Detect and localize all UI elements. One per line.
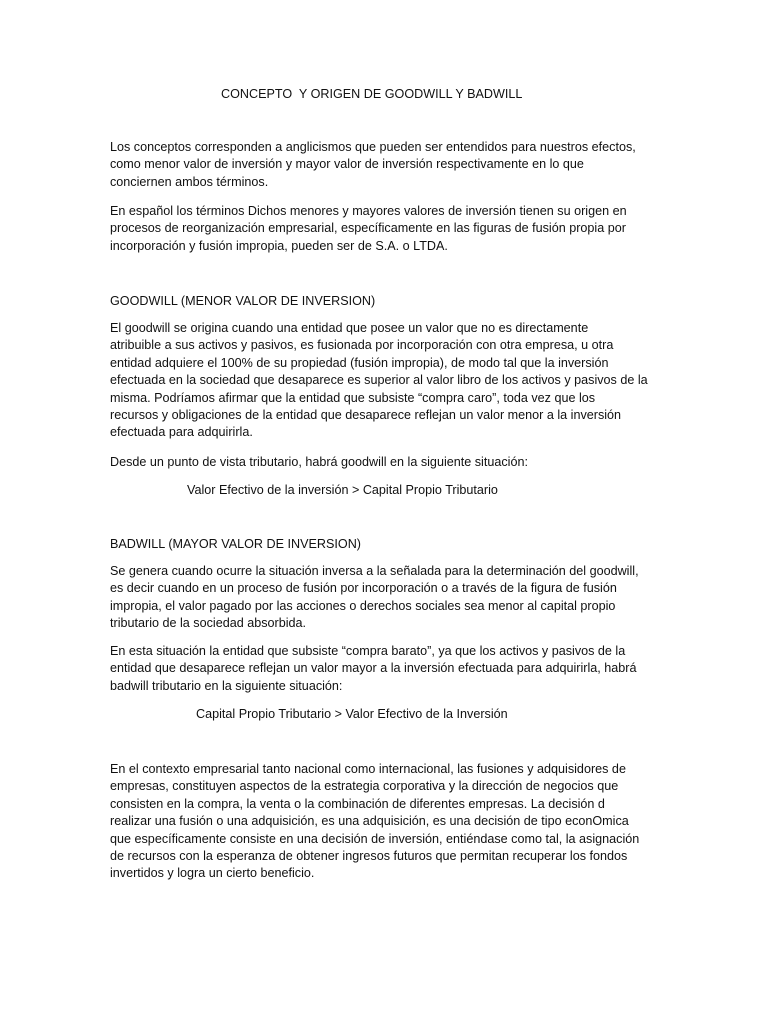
document-title: CONCEPTO Y ORIGEN DE GOODWILL Y BADWILL <box>221 87 523 101</box>
goodwill-paragraph-1: El goodwill se origina cuando una entidad que posee un valor que no es directamente atribuible a sus activos y pasivos, es fusionada por incorporación con otra empresa, u otra entidad adquiere el 100% de su propiedad (fusión impropia), de modo tal que la inversión efectuada en la sociedad que desaparece es superior al valor libro de los activos y pasivos de la misma. Podríamos afirmar que la entidad que subsiste “compra caro”, toda vez que los recursos y obligaciones de la entidad que desaparece reflejan un valor menor a la inversión efectuada para adquirirla. <box>110 321 648 440</box>
intro-paragraph-2: En español los términos Dichos menores y mayores valores de inversión tienen su origen en procesos de reorganización empresarial, específicamente en las figuras de fusión propia por incorporación y fusión impropia, pueden ser de S.A. o LTDA. <box>110 204 627 253</box>
badwill-paragraph-1: Se genera cuando ocurre la situación inversa a la señalada para la determinación del goodwill, es decir cuando en un proceso de fusión por incorporación o a través de la figura de fusión impropia, el valor pagado por las acciones o derechos sociales sea menor al capital propio tributario de la sociedad absorbida. <box>110 564 639 631</box>
goodwill-heading: GOODWILL (MENOR VALOR DE INVERSION) <box>110 294 376 308</box>
badwill-heading: BADWILL (MAYOR VALOR DE INVERSION) <box>110 537 361 551</box>
goodwill-formula: Valor Efectivo de la inversión > Capital Propio Tributario <box>187 483 498 497</box>
goodwill-paragraph-2: Desde un punto de vista tributario, habrá goodwill en la siguiente situación: <box>110 455 528 469</box>
intro-paragraph-1: Los conceptos corresponden a anglicismos que pueden ser entendidos para nuestros efectos, como menor valor de inversión y mayor valor de inversión respectivamente en lo que conciernen ambos términos. <box>110 140 636 189</box>
context-paragraph: En el contexto empresarial tanto nacional como internacional, las fusiones y adquisidores de empresas, constituyen aspectos de la estrategia corporativa y la dirección de negocios que consisten en la compra, la venta o la combinación de diferentes empresas. La decisión d realizar una fusión o una adquisición, es una adquisición, es una decisión de tipo econOmica que específicamente consiste en una decisión de inversión, entiéndase como tal, la asignación de recursos con la esperanza de obtener ingresos futuros que permitan recuperar los fondos invertidos y logra un cierto beneficio. <box>110 762 640 881</box>
badwill-formula: Capital Propio Tributario > Valor Efectivo de la Inversión <box>196 707 508 721</box>
badwill-paragraph-2: En esta situación la entidad que subsiste “compra barato”, ya que los activos y pasivos de la entidad que desaparece reflejan un valor mayor a la inversión efectuada para adquirirla, habrá badwill tributario en la siguiente situación: <box>110 644 637 693</box>
